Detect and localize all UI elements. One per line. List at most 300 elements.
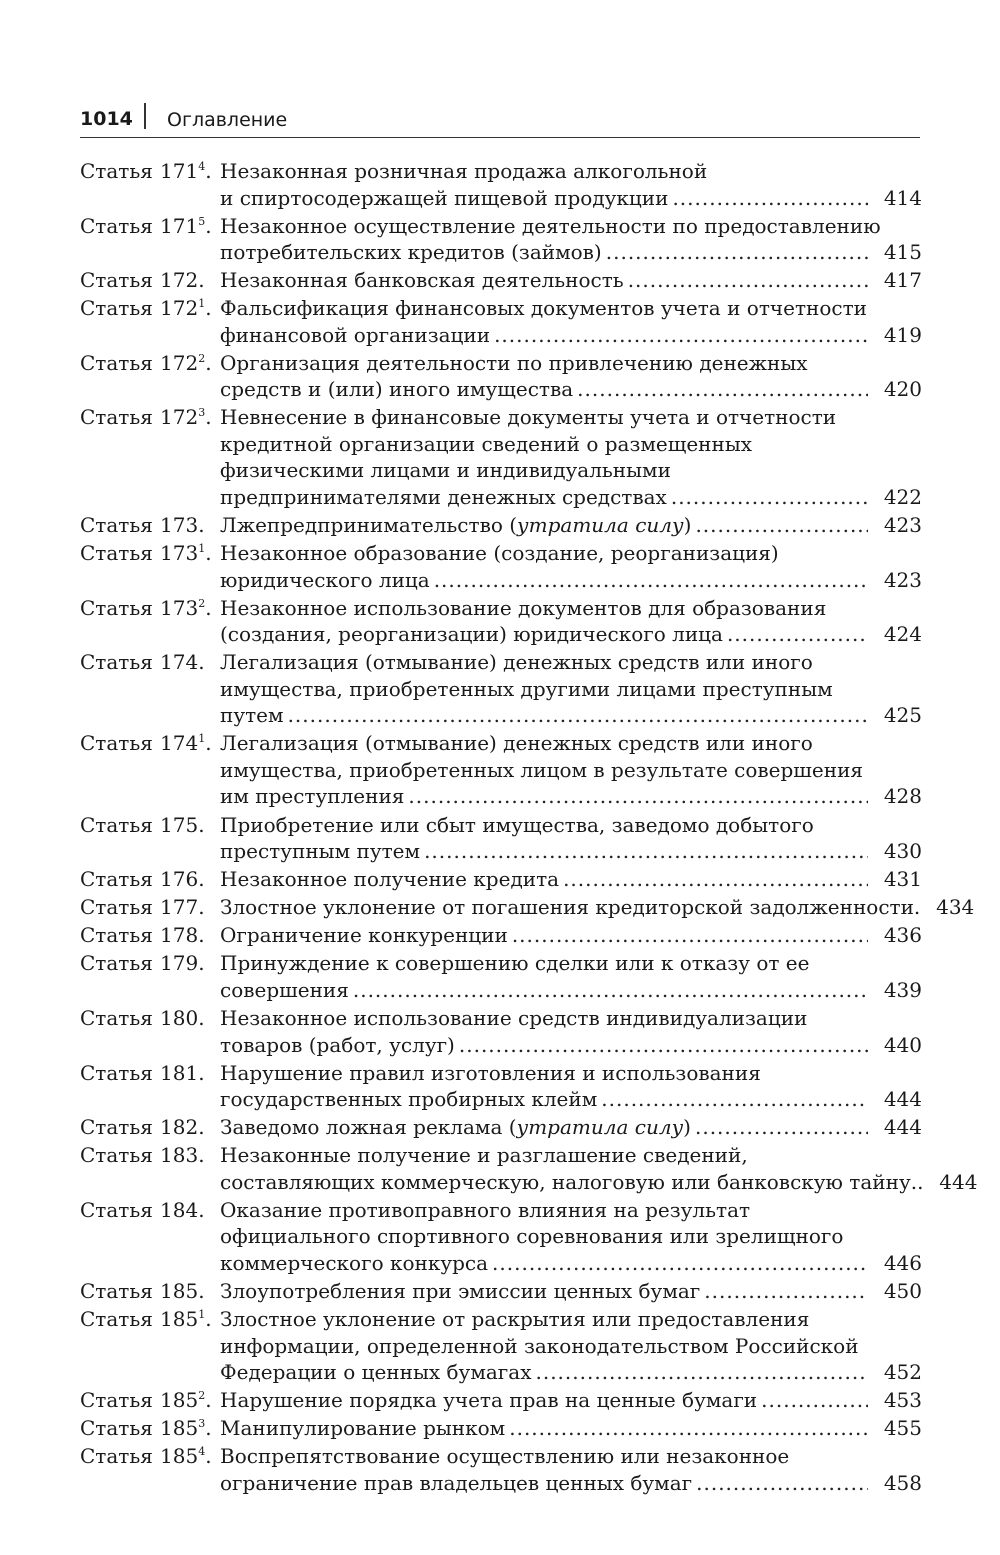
entry-title <box>220 1306 922 1386</box>
page-ref: 452 <box>883 1360 922 1385</box>
title-line: Фальсификация финансовых документов учета и отчетности <box>220 296 867 321</box>
page-ref: 415 <box>883 240 922 265</box>
title-last-text <box>220 239 602 266</box>
article-keyword: Статья <box>80 268 153 293</box>
article-keyword: Статья <box>80 350 153 375</box>
toc-entry <box>80 866 922 893</box>
entry-title <box>220 512 922 539</box>
article-number: 175. <box>160 812 205 837</box>
article-keyword: Статья <box>80 867 153 892</box>
article-number-base: 175 <box>160 812 199 837</box>
article-number: 183. <box>160 1143 205 1168</box>
dot-leader <box>671 484 868 511</box>
page-ref: 420 <box>883 377 922 402</box>
entry-title <box>220 1142 978 1195</box>
title-line: имущества, приобретенных лицом в результате совершения <box>220 757 864 782</box>
page-ref: 439 <box>883 977 922 1002</box>
article-keyword: Статья <box>80 1444 153 1469</box>
dot-leader <box>424 838 868 865</box>
title-text: государственных пробирных клейм <box>220 1087 598 1112</box>
dot-leader <box>512 922 868 949</box>
page-ref: 446 <box>883 1250 922 1275</box>
article-keyword: Статья <box>80 296 153 321</box>
dot-leader <box>695 1114 868 1141</box>
repealed-note: утратила силу <box>516 1115 684 1140</box>
article-number-base: 185 <box>160 1444 199 1469</box>
article-number: $171^4$. <box>160 159 212 183</box>
title-text: составляющих коммерческую, налоговую или банковскую тайну.. <box>220 1169 924 1194</box>
repealed-note: утратила силу <box>517 513 684 538</box>
article-number-base: 185 <box>160 1307 199 1332</box>
page-ref: 453 <box>883 1388 922 1413</box>
title-line: Организация деятельности по привлечению денежных <box>220 350 808 375</box>
entry-title <box>220 950 922 1003</box>
toc-entry <box>80 158 922 211</box>
title-last-line <box>220 376 922 403</box>
article-number-superscript: 2 <box>198 1389 206 1403</box>
title-text: ограничение прав владельцев ценных бумаг <box>220 1470 693 1495</box>
title-text: потребительских кредитов (займов) <box>220 240 602 265</box>
title-last-line <box>220 1387 922 1414</box>
title-last-line <box>220 512 922 539</box>
dot-leader <box>601 1086 868 1113</box>
dot-leader <box>353 977 868 1004</box>
title-line: Незаконное осуществление деятельности по предоставлению <box>220 213 881 238</box>
article-number: $172^3$. <box>160 405 212 430</box>
toc-entry <box>80 1005 922 1058</box>
page-ref: 422 <box>883 484 922 509</box>
article-keyword: Статья <box>80 1307 153 1332</box>
article-number-base: 184 <box>160 1197 199 1222</box>
entry-title <box>220 894 975 921</box>
title-last-line <box>220 702 922 729</box>
article-number-base: 171 <box>160 159 199 183</box>
article-keyword: Статья <box>80 595 153 620</box>
title-line: Незаконное использование документов для образования <box>220 595 827 620</box>
article-number-base: 171 <box>160 213 199 238</box>
article-label <box>80 1278 205 1305</box>
article-number: 182. <box>160 1115 205 1140</box>
title-last-line <box>220 1359 922 1386</box>
page-ref: 444 <box>883 1115 922 1140</box>
title-last-text <box>220 1359 531 1386</box>
entry-title <box>220 1197 922 1277</box>
title-last-text <box>220 783 404 810</box>
page-ref: 419 <box>883 322 922 347</box>
article-keyword: Статья <box>80 1115 153 1140</box>
article-label <box>80 295 212 322</box>
article-number: 178. <box>160 923 205 948</box>
dot-leader <box>509 1415 868 1442</box>
title-last-line <box>220 1114 922 1141</box>
article-number-superscript: 2 <box>198 351 206 365</box>
dot-leader <box>672 185 868 212</box>
article-number-superscript: 1 <box>198 297 206 311</box>
article-keyword: Статья <box>80 895 153 920</box>
article-label <box>80 267 205 294</box>
article-label <box>80 649 205 676</box>
dot-leader <box>434 567 868 594</box>
entry-title <box>220 1114 922 1141</box>
title-line: Незаконная розничная продажа алкогольной <box>220 159 708 183</box>
entry-title <box>220 1415 922 1442</box>
dot-leader <box>761 1387 868 1414</box>
article-number-base: 172 <box>160 350 199 375</box>
article-label <box>80 1443 212 1470</box>
title-text: средств и (или) иного имущества <box>220 377 574 402</box>
title-last-text <box>220 322 490 349</box>
article-number-superscript: 3 <box>198 1417 206 1431</box>
article-label <box>80 730 212 757</box>
title-line: Незаконное использование средств индивидуализации <box>220 1006 808 1030</box>
page-ref: 458 <box>883 1470 922 1495</box>
title-last-line <box>220 1032 922 1059</box>
toc-entry <box>80 1114 922 1141</box>
article-number: $173^1$. <box>160 541 212 566</box>
toc-entry <box>80 595 922 648</box>
dot-leader <box>288 702 868 729</box>
title-last-text <box>220 1415 505 1442</box>
article-keyword: Статья <box>80 405 153 430</box>
dot-leader <box>695 512 868 539</box>
title-last-line <box>220 1278 922 1305</box>
title-last-text <box>220 484 667 511</box>
title-last-text <box>220 1086 597 1113</box>
article-number: $174^1$. <box>160 731 212 756</box>
article-keyword: Статья <box>80 513 153 538</box>
toc-entry <box>80 1060 922 1113</box>
article-number: 172. <box>160 268 205 293</box>
title-last-line <box>220 977 922 1004</box>
toc-entry <box>80 540 922 593</box>
article-number: $185^2$. <box>160 1388 212 1413</box>
entry-title <box>220 350 922 403</box>
page-ref: 450 <box>883 1278 922 1303</box>
article-number-superscript: 4 <box>198 1445 206 1459</box>
title-last-text <box>220 894 920 921</box>
title-line: Принуждение к совершению сделки или к отказу от ее <box>220 951 810 976</box>
title-text: Нарушение порядка учета прав на ценные бумаги <box>220 1388 758 1413</box>
article-label <box>80 894 205 921</box>
article-number-base: 181 <box>160 1060 199 1085</box>
title-last-line <box>220 1415 922 1442</box>
article-number-superscript: 2 <box>198 596 206 610</box>
title-last-text <box>220 1250 488 1277</box>
article-number: $185^1$. <box>160 1307 212 1332</box>
article-number-base: 182 <box>160 1115 199 1140</box>
title-last-text <box>220 1278 700 1305</box>
dot-leader <box>628 267 868 294</box>
title-text: коммерческого конкурса <box>220 1250 489 1275</box>
article-number: 174. <box>160 650 205 675</box>
article-number-base: 173 <box>160 595 199 620</box>
article-label <box>80 1197 205 1224</box>
article-label <box>80 1005 205 1032</box>
article-number: 177. <box>160 895 205 920</box>
title-line: физическими лицами и индивидуальными <box>220 458 671 483</box>
article-number-base: 172 <box>160 405 199 430</box>
entry-title <box>220 267 922 294</box>
entry-title <box>220 540 922 593</box>
page-ref: 430 <box>883 839 922 864</box>
toc-entry <box>80 350 922 403</box>
article-number-base: 172 <box>160 268 199 293</box>
title-line: Приобретение или сбыт имущества, заведомо добытого <box>220 812 814 837</box>
title-text: Манипулирование рынком <box>220 1416 506 1441</box>
article-number-superscript: 4 <box>198 160 206 173</box>
article-keyword: Статья <box>80 1278 153 1303</box>
article-number-superscript: 1 <box>198 732 206 746</box>
article-keyword: Статья <box>80 1197 153 1222</box>
entry-title <box>220 1443 922 1496</box>
page-number: 1014 <box>80 108 133 130</box>
title-text: предпринимателями денежных средствах <box>220 484 667 509</box>
dot-leader <box>535 1359 868 1386</box>
page-ref: 440 <box>883 1032 922 1057</box>
title-line: информации, определенной законодательством Российской <box>220 1333 859 1358</box>
article-number-superscript: 1 <box>198 542 206 556</box>
entry-title <box>220 404 922 510</box>
title-text: юридического лица <box>220 567 430 592</box>
toc-entry <box>80 1278 922 1305</box>
article-number-base: 178 <box>160 923 199 948</box>
title-line: Незаконное образование (создание, реорганизация) <box>220 541 779 566</box>
running-title: Оглавление <box>167 109 288 131</box>
toc-entry <box>80 404 922 510</box>
toc-entry <box>80 267 922 294</box>
title-text: Незаконная банковская деятельность <box>220 268 624 293</box>
title-last-text <box>220 1470 692 1497</box>
article-number: $173^2$. <box>160 595 212 620</box>
article-number-base: 174 <box>160 650 199 675</box>
article-label <box>80 404 212 431</box>
toc-entry <box>80 894 975 921</box>
article-number-base: 185 <box>160 1416 199 1441</box>
article-label <box>80 540 212 567</box>
toc-entry <box>80 922 922 949</box>
page-ref: 436 <box>883 923 922 948</box>
article-keyword: Статья <box>80 159 153 183</box>
article-number: 184. <box>160 1197 205 1222</box>
title-last-text <box>220 376 573 403</box>
article-number: 179. <box>160 951 205 976</box>
article-keyword: Статья <box>80 1143 153 1168</box>
title-last-line <box>220 1470 922 1497</box>
title-last-line <box>220 621 922 648</box>
dot-leader <box>704 1278 868 1305</box>
title-line: официального спортивного соревнования или зрелищного <box>220 1224 844 1249</box>
title-last-text: Лжепредпринимательство (утратила силу) <box>220 513 692 538</box>
title-line: Оказание противоправного влияния на результат <box>220 1197 751 1222</box>
article-label <box>80 350 212 377</box>
toc-entry <box>80 1415 922 1442</box>
title-last-line <box>220 922 922 949</box>
title-last-line <box>220 185 922 212</box>
title-text: путем <box>220 703 284 728</box>
dot-leader <box>606 239 868 266</box>
article-number: $171^5$. <box>160 213 212 238</box>
article-label <box>80 922 205 949</box>
title-text: совершения <box>220 977 349 1002</box>
title-line: Легализация (отмывание) денежных средств или иного <box>220 650 813 675</box>
article-keyword: Статья <box>80 951 153 976</box>
dot-leader <box>577 376 868 403</box>
article-keyword: Статья <box>80 1416 153 1441</box>
table-of-contents <box>80 158 978 1496</box>
title-last-line <box>220 838 922 865</box>
title-last-line <box>220 1250 922 1277</box>
entry-title <box>220 595 922 648</box>
page-ref: 425 <box>883 703 922 728</box>
entry-title <box>220 1278 922 1305</box>
toc-entry <box>80 512 922 539</box>
toc-entry <box>80 649 922 729</box>
article-label <box>80 950 205 977</box>
running-header <box>80 103 920 138</box>
title-last-line <box>220 567 922 594</box>
article-label <box>80 158 212 185</box>
entry-title <box>220 1005 922 1058</box>
dot-leader <box>727 621 868 648</box>
entry-title <box>220 922 922 949</box>
article-number-base: 172 <box>160 296 199 321</box>
title-last-line <box>220 484 922 511</box>
article-number-base: 176 <box>160 867 199 892</box>
entry-title <box>220 295 922 348</box>
title-last-text <box>220 702 284 729</box>
title-last-text <box>220 185 668 212</box>
entry-title <box>220 158 922 211</box>
article-number: $172^1$. <box>160 296 212 321</box>
dot-leader <box>563 866 868 893</box>
title-last-text <box>220 977 349 1004</box>
dot-leader <box>459 1032 868 1059</box>
article-number: 176. <box>160 867 205 892</box>
title-last-text <box>220 1387 757 1414</box>
dot-leader <box>494 322 868 349</box>
toc-entry <box>80 1306 922 1386</box>
title-last-line <box>220 322 922 349</box>
title-text: Заведомо ложная реклама <box>220 1115 503 1140</box>
article-keyword: Статья <box>80 1060 153 1085</box>
page-ref: 455 <box>883 1416 922 1441</box>
dot-leader <box>492 1250 868 1277</box>
article-number-base: 173 <box>160 541 199 566</box>
article-number: 173. <box>160 513 205 538</box>
article-keyword: Статья <box>80 541 153 566</box>
article-number-base: 185 <box>160 1278 199 1303</box>
article-label <box>80 1306 212 1333</box>
entry-title <box>220 866 922 893</box>
title-last-text <box>220 267 624 294</box>
title-last-text <box>220 866 559 893</box>
article-keyword: Статья <box>80 812 153 837</box>
toc-entry <box>80 1443 922 1496</box>
page-ref: 431 <box>883 867 922 892</box>
article-label <box>80 1114 205 1141</box>
article-number-base: 183 <box>160 1143 199 1168</box>
title-last-line <box>220 267 922 294</box>
title-text: товаров (работ, услуг) <box>220 1032 455 1057</box>
title-text: преступным путем <box>220 839 421 864</box>
title-line: Незаконные получение и разглашение сведений, <box>220 1143 748 1168</box>
article-number: 185. <box>160 1278 205 1303</box>
title-line: имущества, приобретенных другими лицами преступным <box>220 676 833 701</box>
title-last-text <box>220 1032 455 1059</box>
entry-title <box>220 1387 922 1414</box>
article-number-base: 174 <box>160 731 199 756</box>
article-label <box>80 866 205 893</box>
entry-title <box>220 730 922 810</box>
toc-entry <box>80 1142 978 1195</box>
title-text: Ограничение конкуренции <box>220 923 508 948</box>
article-label <box>80 1060 205 1087</box>
toc-entry <box>80 812 922 865</box>
entry-title <box>220 812 922 865</box>
title-text: Злостное уклонение от погашения кредиторской задолженности. <box>220 895 921 920</box>
article-number: 180. <box>160 1006 205 1030</box>
page-ref: 423 <box>883 513 922 538</box>
toc-entry <box>80 213 922 266</box>
title-last-line <box>220 1169 978 1196</box>
article-keyword: Статья <box>80 213 153 238</box>
title-last-line <box>220 783 922 810</box>
article-keyword: Статья <box>80 1006 153 1030</box>
toc-entry <box>80 730 922 810</box>
article-keyword: Статья <box>80 650 153 675</box>
article-number-base: 173 <box>160 513 199 538</box>
title-text: (создания, реорганизации) юридического лица <box>220 622 723 647</box>
entry-title <box>220 649 922 729</box>
title-last-line <box>220 239 922 266</box>
article-label <box>80 512 205 539</box>
title-last-text: Заведомо ложная реклама (утратила силу) <box>220 1115 691 1140</box>
toc-entry <box>80 950 922 1003</box>
title-text: и спиртосодержащей пищевой продукции <box>220 185 669 210</box>
title-text: Незаконное получение кредита <box>220 867 560 892</box>
article-keyword: Статья <box>80 923 153 948</box>
entry-title <box>220 1060 922 1113</box>
title-line: Злостное уклонение от раскрытия или предоставления <box>220 1307 810 1332</box>
title-last-line <box>220 894 975 921</box>
title-last-text <box>220 567 430 594</box>
title-last-text <box>220 1169 923 1196</box>
article-number-superscript: 5 <box>198 214 206 228</box>
title-last-text <box>220 838 420 865</box>
dot-leader <box>408 783 868 810</box>
article-number: $185^4$. <box>160 1444 212 1469</box>
title-last-text <box>220 922 508 949</box>
toc-entry <box>80 295 922 348</box>
page-ref: 417 <box>883 268 922 293</box>
title-line: Легализация (отмывание) денежных средств или иного <box>220 731 813 756</box>
title-last-line <box>220 1086 922 1113</box>
title-text: Лжепредпринимательство <box>220 513 503 538</box>
title-text: Федерации о ценных бумагах <box>220 1360 532 1385</box>
page-ref: 434 <box>936 895 975 920</box>
title-last-line <box>220 866 922 893</box>
article-keyword: Статья <box>80 731 153 756</box>
page-ref: 428 <box>883 784 922 809</box>
article-keyword: Статья <box>80 1388 153 1413</box>
title-line: Невнесение в финансовые документы учета и отчетности <box>220 405 837 430</box>
title-line: Нарушение правил изготовления и использования <box>220 1060 761 1085</box>
article-number: $172^2$. <box>160 350 212 375</box>
article-label <box>80 213 212 240</box>
entry-title <box>220 213 922 266</box>
dot-leader <box>696 1470 868 1497</box>
header-separator <box>144 103 146 129</box>
